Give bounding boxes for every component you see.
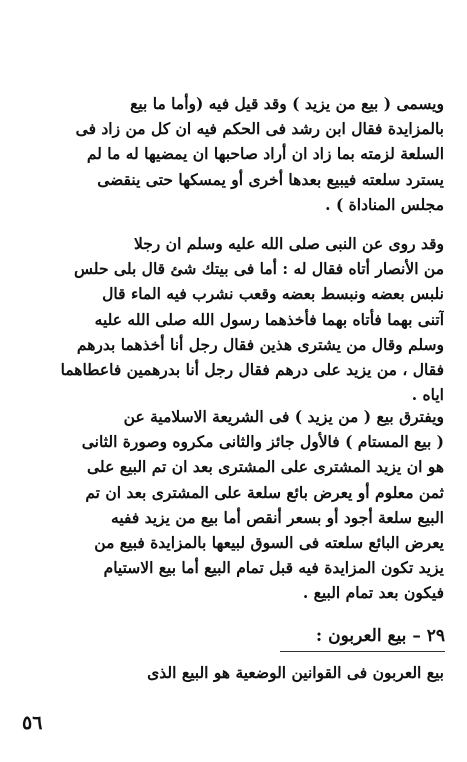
- paragraph-4: [24, 660, 444, 685]
- text-line: يسترد سلعته فيبيع بعدها أخرى أو يمسكها حتى ينقضى: [97, 169, 444, 189]
- text-line: وسلم وقال من يشترى هذين فقال رجل أنا أخذهما بدرهم: [76, 334, 444, 354]
- paragraph-3: [24, 404, 444, 606]
- text-line: ثمن معلوم أو يعرض بائع سلعة على المشترى بعد ان تم: [85, 482, 444, 502]
- text-line: وقد روى عن النبى صلى الله عليه وسلم ان رجلا: [133, 234, 444, 253]
- text-line: البيع سلعة أجود أو بسعر أنقص أما بيع من يزيد ففيه: [111, 507, 444, 527]
- text-line: ويفترق بيع ( من يزيد ) فى الشريعة الاسلامية عن: [123, 407, 444, 426]
- heading-underline: [280, 651, 445, 652]
- text-line: يعرض البائع سلعته فى السوق لبيعها بالمزايدة فبيع من: [94, 533, 444, 553]
- text-line: يزيد تكون المزايدة فيه قبل تمام البيع أما بيع الاستيام: [103, 558, 444, 578]
- text-line: ( بيع المستام ) فالأول جائز والثانى مكروه وصورة الثانى: [81, 432, 444, 452]
- text-line: بيع العربون فى القوانين الوضعية هو البيع الذى: [147, 663, 444, 682]
- section-heading: ٢٩ – بيع العربون :: [315, 626, 445, 646]
- text-line: هو ان يزيد المشترى على المشترى بعد ان تم البيع على: [87, 457, 444, 477]
- text-line: من الأنصار أتاه فقال له : أما فى بيتك شئ قال بلى حلس: [74, 259, 444, 279]
- text-line: فقال ، من يزيد على درهم فقال رجل أنا بدرهمين فاعطاهما: [60, 360, 444, 380]
- paragraph-2: [24, 231, 444, 407]
- text-line: مجلس المناداة ) .: [325, 194, 444, 214]
- text-line: اياه .: [411, 385, 444, 405]
- text-line: آتنى بهما فأتاه بهما فأخذهما رسول الله صلى الله عليه: [94, 309, 444, 329]
- text-line: بالمزايدة فقال ابن رشد فى الحكم فيه ان كل من زاد فى: [75, 119, 444, 139]
- text-line: ويسمى ( بيع من يزيد ) وقد قيل فيه (وأما ما بيع: [130, 94, 444, 113]
- text-line: نلبس بعضه ونبسط بعضه وقعب نشرب فيه الماء قال: [102, 284, 444, 304]
- text-line: السلعة لزمته بما زاد ان أراد صاحبها ان يمضيها له ما لم: [86, 144, 444, 164]
- page-number: ٥٦: [22, 712, 43, 734]
- text-line: فيكون بعد تمام البيع .: [302, 583, 444, 603]
- paragraph-1: [24, 91, 444, 217]
